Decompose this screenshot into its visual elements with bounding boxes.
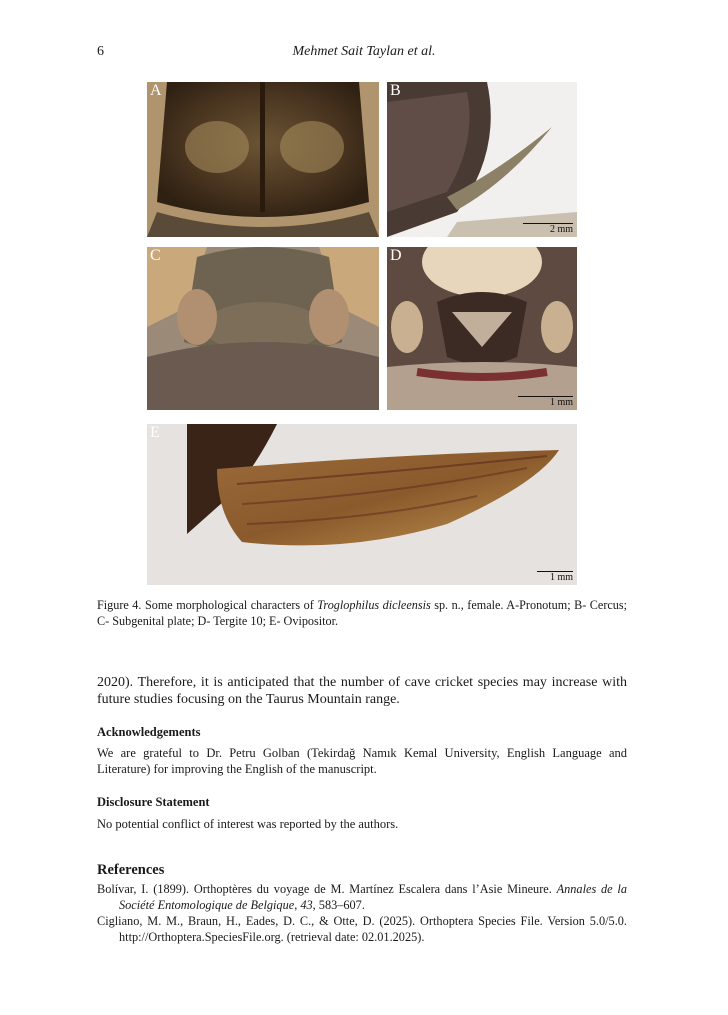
figure-panel-c [147,247,379,410]
scale-label: 2 mm [549,224,573,235]
scale-label: 1 mm [549,397,573,408]
figure-panel-a [147,82,379,237]
figure-panel-e [147,424,577,585]
pronotum-photo [147,82,379,237]
panel-label: C [150,247,161,264]
panel-label: B [390,82,401,99]
figure-caption: Figure 4. Some morphological characters of Troglophilus dicleensis sp. n., female. A-Pronotum; B- Cercus; C- Subgenital plate; D- Tergite 10; E- Ovipositor. [97,598,628,628]
tergite-10-photo [387,247,577,410]
figure-panel-d [387,247,577,410]
body-paragraph: 2020). Therefore, it is anticipated that the number of cave cricket species may increase with future studies focusing on the Taurus Mountain range. [97,675,627,707]
scale-bar [523,223,573,235]
acknowledgements-text: We are grateful to Dr. Petru Golban (Tekirdağ Namık Kemal University, English Language and Literature) for improving the English of the manuscript. [97,746,627,776]
references-heading: References [97,862,165,878]
running-header-authors: Mehmet Sait Taylan et al. [292,44,436,59]
page-number: 6 [97,44,104,59]
disclosure-text: No potential conflict of interest was reported by the authors. [97,817,399,831]
acknowledgements-heading: Acknowledgements [97,725,201,739]
ovipositor-photo [147,424,577,585]
species-name: Troglophilus dicleensis [317,598,431,612]
reference-item: Cigliano, M. M., Braun, H., Eades, D. C., & Otte, D. (2025). Orthoptera Species File. Version 5.0/5.0. http://Orthoptera.SpeciesFile.org. (retrieval date: 02.01.2025). [97,914,627,944]
reference-item: Bolívar, I. (1899). Orthoptères du voyage de M. Martínez Escalera dans l’Asie Mineure. Annales de la Société Entomologique de Belgique, 43, 583–607. [97,882,627,912]
cercus-photo [387,82,577,237]
scale-label: 1 mm [549,572,573,583]
scale-bar [537,571,573,583]
scale-bar [518,396,573,408]
disclosure-heading: Disclosure Statement [97,795,210,809]
panel-label: A [150,82,162,99]
figure-panel-b [387,82,577,237]
subgenital-plate-photo [147,247,379,410]
panel-label: D [390,247,402,264]
panel-label: E [150,424,160,441]
